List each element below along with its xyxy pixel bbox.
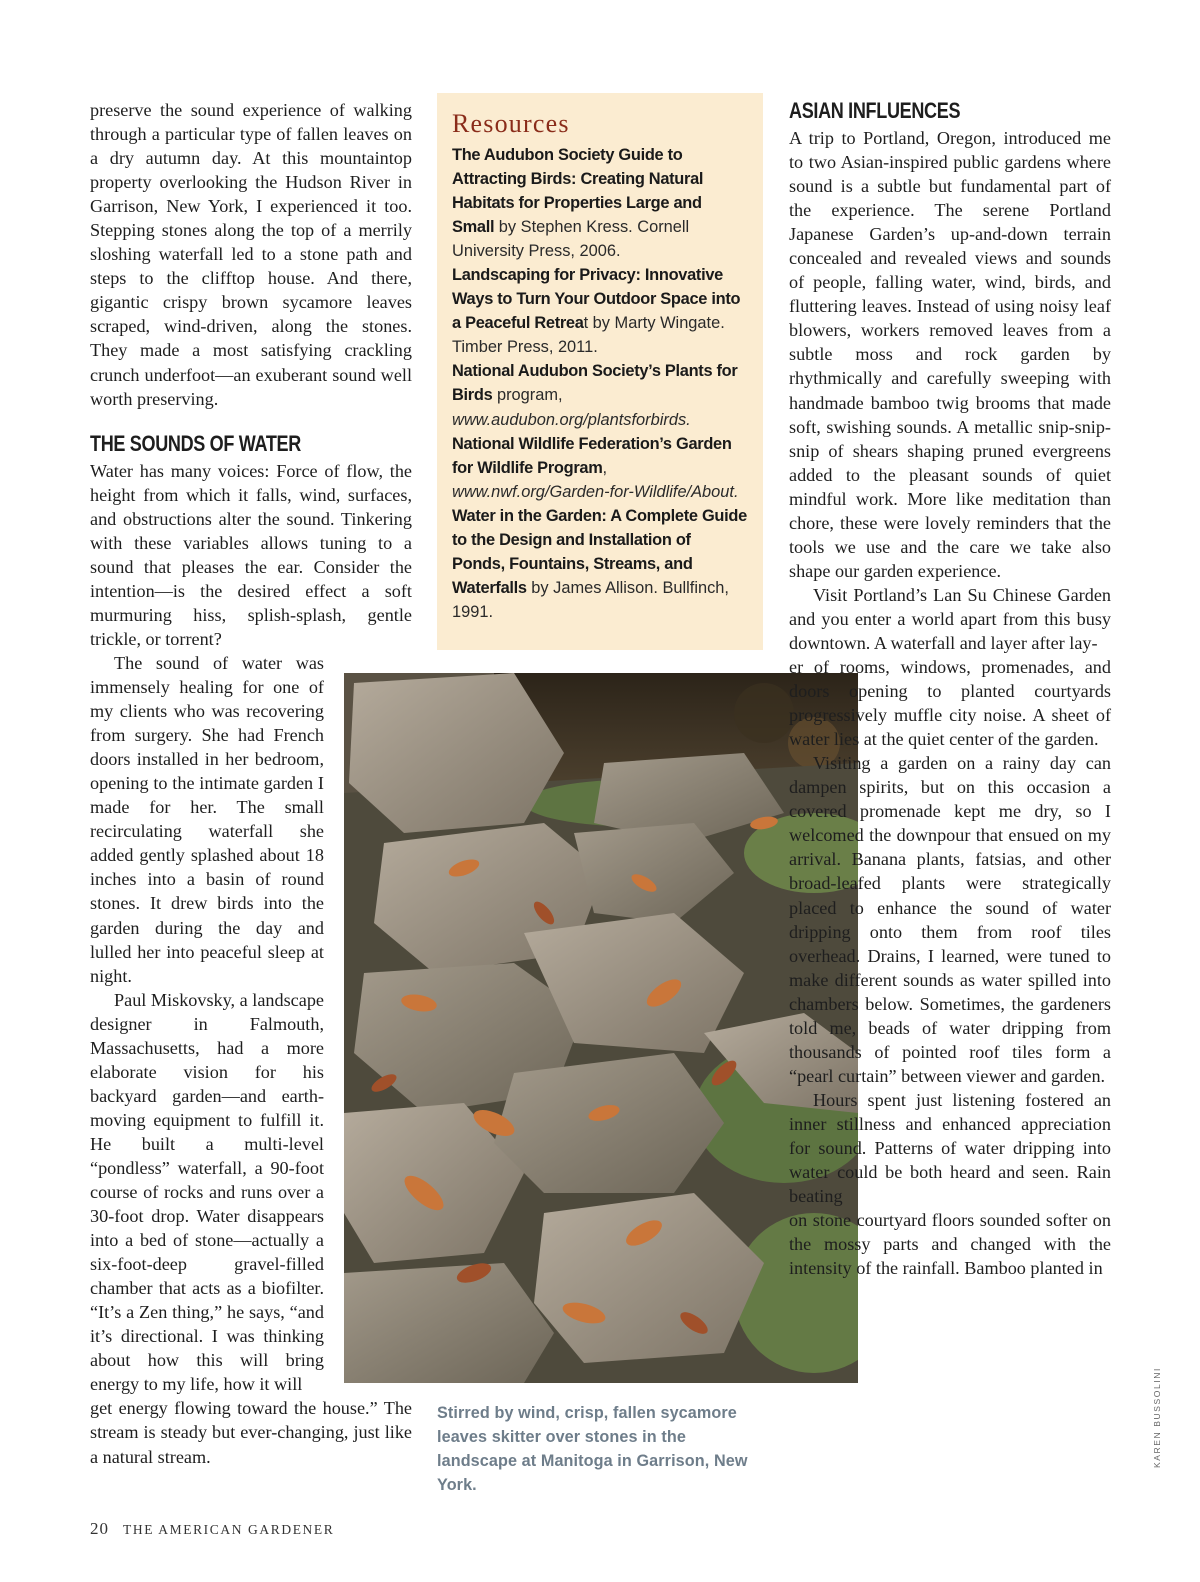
resource-link[interactable]: www.audubon.org/plantsforbirds. (452, 410, 691, 429)
resources-box (437, 93, 763, 650)
resource-item: Water in the Garden: A Complete Guide to the Design and Installation of Ponds, Fountains, Streams, and Waterfalls by James Allison. Bullfinch, 1991. (452, 506, 747, 621)
page-number: 20 (90, 1519, 109, 1538)
paragraph-listening: Hours spent just listening fostered an inner stillness and enhanced appreciation for sound. Patterns of water dripping into water could be both heard and seen. Rain beating (789, 1089, 1111, 1207)
section-heading-sounds-of-water: THE SOUNDS OF WATER (90, 430, 301, 456)
paragraph-healing: The sound of water was immensely healing for one of my clients who was recovering from surgery. She had French doors installed in her bedroom, opening to the intimate garden I made for her. The small recirculating waterfall she added gently splashed about 18 inches into a basin of round stones. It drew birds into the garden during the day and lulled her into peaceful sleep at night. (90, 652, 324, 986)
paragraph-lan-su-continued: er of rooms, windows, promenades, and doors opening to planted courtyards progressively muffle city noise. A sheet of water lies at the quiet center of the garden. (789, 657, 1111, 750)
paragraph-lan-su: Visit Portland’s Lan Su Chinese Garden and you enter a world apart from this busy downtown. A waterfall and layer after lay- (789, 584, 1111, 653)
magazine-name: THE AMERICAN GARDENER (123, 1522, 335, 1537)
paragraph-portland-trip: A trip to Portland, Oregon, introduced me to two Asian-inspired public gardens where sound is a subtle but fundamental part of the experience. The serene Portland Japanese Garden’s up-and-down terrain concealed and revealed views and sounds of people, falling water, wind, birds, and fluttering leaves. Instead of using noisy leaf blowers, workers removed leaves from a subtle moss and rock garden by rhythmically and carefully sweeping with handmade bamboo twig brooms that made soft, swishing sounds. A metallic snip-snip-snip of shears shaping pruned evergreens added to the pleasant sounds of quiet mindful work. More like meditation than chore, these were lovely reminders that the tools we use and the care we take also shape our garden experience. (789, 128, 1111, 581)
paragraph-water-voices: Water has many voices: Force of flow, the height from which it falls, wind, surfaces, and obstructions alter the sound. Tinkering with these variables allows tuning to a sound that pleases the ear. Consider the intention—is the desired effect a soft murmuring hiss, splish-splash, gentle trickle, or torrent? (90, 460, 412, 649)
page-footer (90, 1519, 334, 1539)
paragraph-miskovsky: Paul Miskovsky, a landscape designer in Falmouth, Massachusetts, had a more elaborate vision for his backyard garden—and earth-moving equipment to fulfill it. He built a multi-level “pondless” waterfall, a 90-foot course of rocks and runs over a 30-foot drop. Water disappears into a bed of stone—actually a six-foot-deep gravel-filled chamber that acts as a biofilter. “It’s a Zen thing,” he says, “and it’s directional. I was thinking about how this will bring energy to my life, how it will (90, 989, 324, 1395)
photo-illustration (344, 673, 858, 1383)
paragraph-rainy-day: Visiting a garden on a rainy day can dampen spirits, but on this occasion a covered promenade kept me dry, so I welcomed the downpour that ensued on my arrival. Banana plants, fatsias, and other broad-leafed plants were strategically placed to enhance the sound of water dripping onto them from roof tiles overhead. Drains, I learned, were tuned to make different sounds as water spilled into chambers below. Sometimes, the gardeners told me, beads of water dripping from thousands of pointed roof tiles form a “pearl curtain” between viewer and garden. (789, 753, 1111, 1086)
right-column (789, 98, 1111, 1280)
paragraph-miskovsky-end: get energy flowing toward the house.” The stream is steady but ever-changing, just like a natural stream. (90, 1398, 412, 1467)
paragraph-intro: preserve the sound experience of walking through a particular type of fallen leaves on a dry autumn day. At this mountaintop property overlooking the Hudson River in Garrison, New York, I experienced it too. Stepping stones along the top of a merrily sloshing waterfall led to a stone path and steps to the clifftop house. And there, gigantic crispy brown sycamore leaves scraped, wind-driven, along the stones. They made a most satisfying crackling crunch underfoot—an exuberant sound well worth preserving. (90, 100, 412, 409)
resource-link[interactable]: www.nwf.org/Garden-for-Wildlife/About. (452, 482, 739, 501)
resources-title: Resources (452, 109, 570, 138)
paragraph-listening-end: on stone courtyard floors sounded softer on the mossy parts and changed with the intensity of the rainfall. Bamboo planted in (789, 1210, 1111, 1279)
resource-item: National Wildlife Federation’s Garden for Wildlife Program, www.nwf.org/Garden-for-Wildlife/About. (452, 434, 739, 501)
photo-credit: KAREN BUSSOLINI (1152, 1367, 1162, 1468)
resource-item: Landscaping for Privacy: Innovative Ways to Turn Your Outdoor Space into a Peaceful Retreat by Marty Wingate. Timber Press, 2011. (452, 266, 741, 357)
photo-caption: Stirred by wind, crisp, fallen sycamore leaves skitter over stones in the landscape at Manitoga in Garrison, New York. (437, 1404, 748, 1494)
section-heading-asian-influences: ASIAN INFLUENCES (789, 98, 961, 123)
resource-item: National Audubon Society’s Plants for Birds program, www.audubon.org/plantsforbirds. (452, 362, 738, 429)
resource-item: The Audubon Society Guide to Attracting Birds: Creating Natural Habitats for Properties Large and Small by Stephen Kress. Cornell University Press, 2006. (452, 146, 704, 261)
photo-sycamore-leaves-on-stones (344, 673, 858, 1383)
